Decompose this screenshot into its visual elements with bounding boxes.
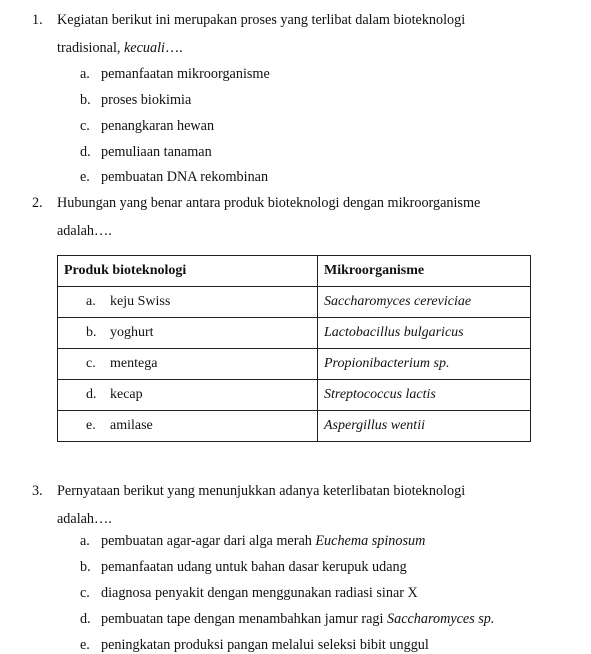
question-1-line2-prefix: tradisional, (57, 40, 121, 56)
q3-option-d-text (101, 610, 494, 628)
table-cell-product (58, 287, 318, 318)
q1-option-c-letter: c. (80, 118, 90, 134)
table-product-text: keju Swiss (110, 294, 171, 309)
table-cell-organism: Saccharomyces cereviciae (318, 287, 531, 318)
table-row-letter: d. (86, 387, 97, 402)
table-cell-organism: Propionibacterium sp. (318, 349, 531, 380)
table-row-letter: c. (86, 356, 96, 371)
table-row (58, 318, 531, 349)
q3-option-d-letter: d. (80, 611, 91, 627)
table-product-text: yoghurt (110, 325, 154, 340)
q1-option-b-letter: b. (80, 92, 91, 108)
table-product-text: amilase (110, 418, 153, 433)
table-row-letter: a. (86, 294, 96, 309)
question-2-text-line2: adalah…. (57, 223, 112, 239)
q1-option-b-text: proses biokimia (101, 92, 192, 108)
table-header-row (58, 256, 531, 287)
q1-option-c-text: penangkaran hewan (101, 118, 215, 134)
question-2-text-line1: Hubungan yang benar antara produk bioteknologi dengan mikroorganisme (57, 195, 481, 211)
table-row (58, 411, 531, 442)
table-row-letter: b. (86, 325, 97, 340)
question-1-number: 1. (32, 12, 43, 28)
q3-option-d-italic: Saccharomyces sp. (387, 611, 495, 627)
q1-option-e-text: pembuatan DNA rekombinan (101, 169, 269, 185)
table-cell-product (58, 380, 318, 411)
table-product-text: kecap (110, 387, 143, 402)
q3-option-a-letter: a. (80, 533, 90, 549)
q1-option-d-letter: d. (80, 144, 91, 160)
product-organism-table (57, 255, 531, 442)
q3-option-e-letter: e. (80, 637, 90, 653)
question-2-number: 2. (32, 195, 43, 211)
question-1-text-line2 (57, 39, 183, 57)
table-cell-organism: Aspergillus wentii (318, 411, 531, 442)
q1-option-d-text: pemuliaan tanaman (101, 144, 212, 160)
q3-option-c-letter: c. (80, 585, 90, 601)
table-cell-product (58, 411, 318, 442)
question-3-text-line1: Pernyataan berikut yang menunjukkan adanya keterlibatan bioteknologi (57, 483, 466, 499)
question-3-number: 3. (32, 483, 43, 499)
q3-option-e-text: peningkatan produksi pangan melalui seleksi bibit unggul (101, 637, 429, 653)
q3-option-d-plain: pembuatan tape dengan menambahkan jamur ragi (101, 611, 384, 627)
table-row (58, 349, 531, 380)
q3-option-a-plain: pembuatan agar-agar dari alga merah (101, 533, 312, 549)
question-1-text-line1: Kegiatan berikut ini merupakan proses yang terlibat dalam bioteknologi (57, 12, 466, 28)
table-row-letter: e. (86, 418, 96, 433)
question-3-text-line2: adalah…. (57, 511, 112, 527)
table-row (58, 287, 531, 318)
q1-option-e-letter: e. (80, 169, 90, 185)
table-row (58, 380, 531, 411)
question-1-line2-italic: kecuali (123, 40, 165, 56)
q3-option-b-text: pemanfaatan udang untuk bahan dasar kerupuk udang (101, 559, 407, 575)
table-header-product: Produk bioteknologi (58, 256, 318, 287)
q1-option-a-text: pemanfaatan mikroorganisme (101, 66, 270, 82)
table-header-organism: Mikroorganisme (318, 256, 531, 287)
q3-option-a-italic: Euchema spinosum (315, 533, 426, 549)
table-cell-product (58, 349, 318, 380)
q3-option-b-letter: b. (80, 559, 91, 575)
q3-option-a-text (101, 532, 425, 550)
table-cell-organism: Streptococcus lactis (318, 380, 531, 411)
question-1-line2-suffix: …. (164, 40, 183, 56)
table-product-text: mentega (110, 356, 158, 371)
table-cell-organism: Lactobacillus bulgaricus (318, 318, 531, 349)
q3-option-c-text: diagnosa penyakit dengan menggunakan radiasi sinar X (101, 585, 418, 601)
q1-option-a-letter: a. (80, 66, 90, 82)
table-cell-product (58, 318, 318, 349)
